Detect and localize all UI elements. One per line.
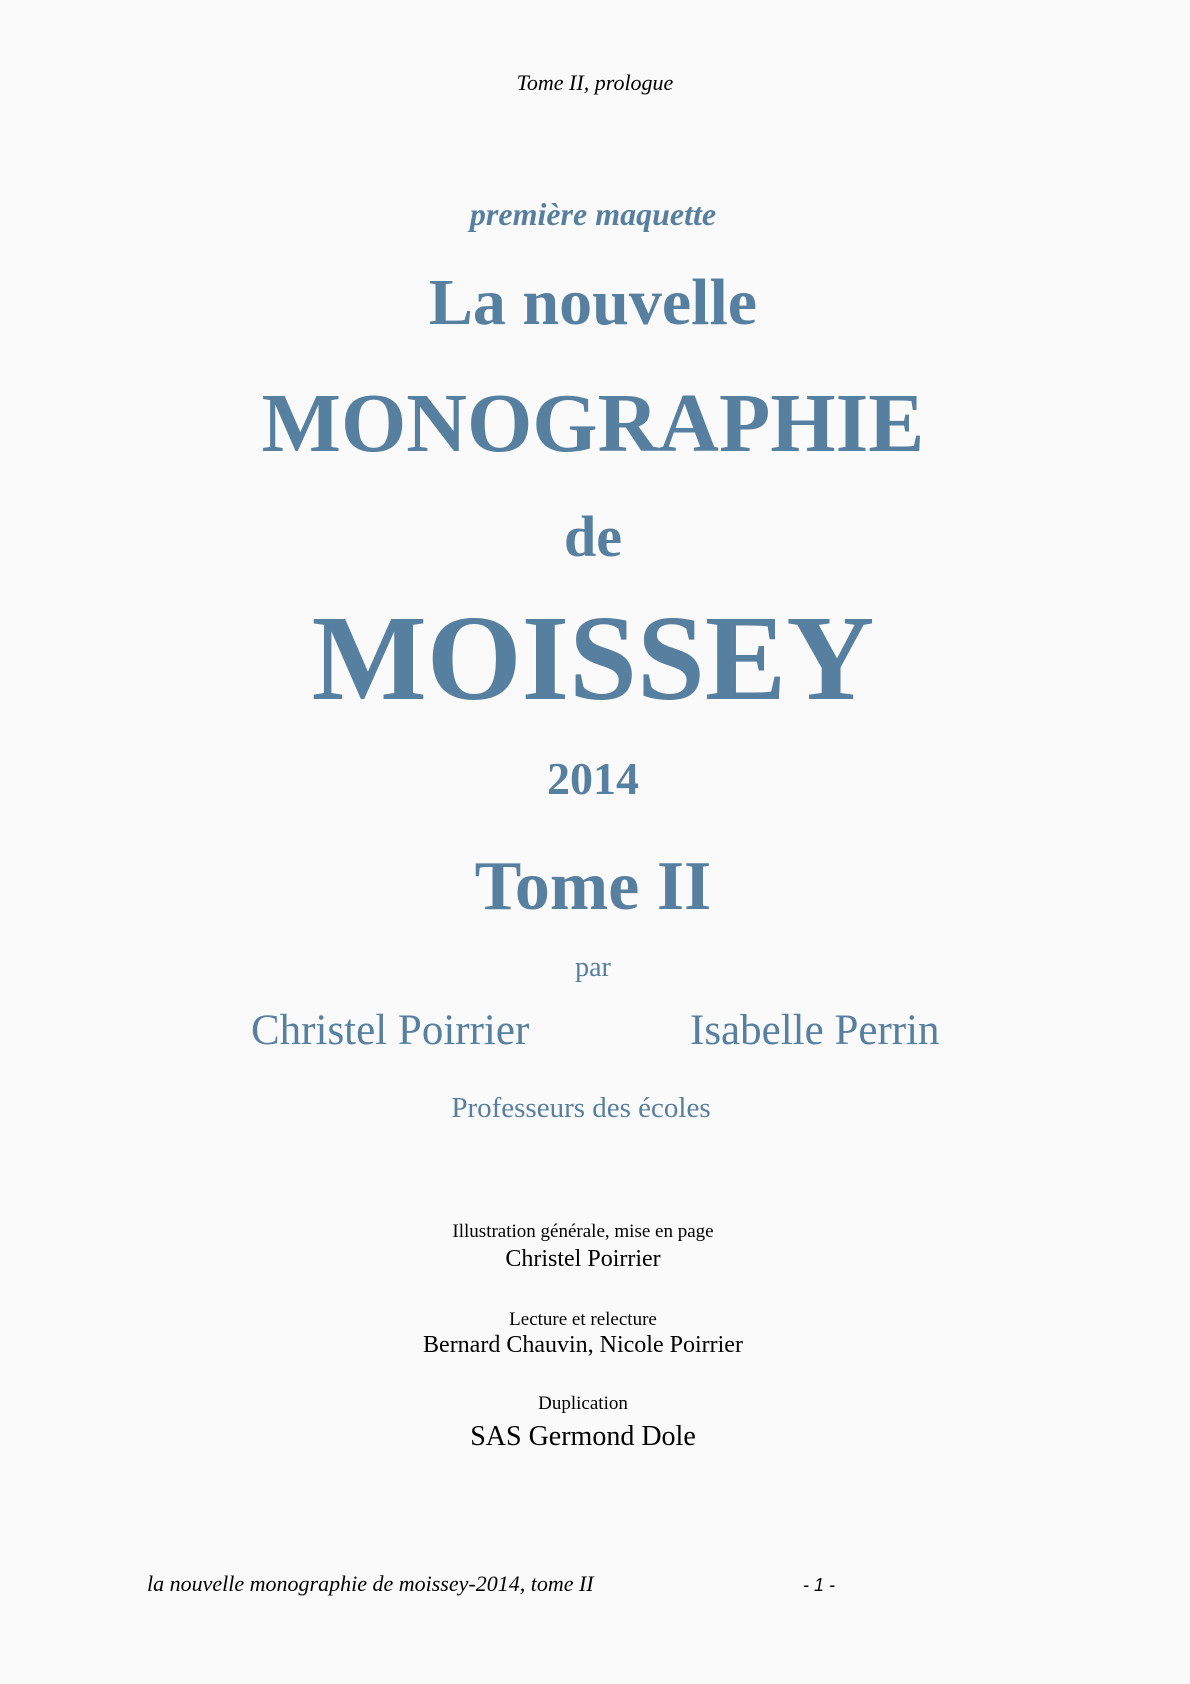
title-line-2: MONOGRAPHIE (261, 377, 925, 470)
running-header: Tome II, prologue (516, 70, 674, 95)
author-name: Christel Poirrier (251, 1007, 530, 1054)
credit-label: Lecture et relecture (509, 1309, 657, 1330)
credit-label: Illustration générale, mise en page (452, 1221, 714, 1242)
subtitle: première maquette (469, 196, 717, 232)
footer-title: la nouvelle monographie de moissey-2014, tome II (147, 1571, 594, 1596)
page-footer (0, 1573, 1190, 1603)
author-name: Isabelle Perrin (690, 1007, 940, 1054)
credit-value: Bernard Chauvin, Nicole Poirrier (423, 1332, 743, 1358)
volume-title: Tome II (474, 848, 712, 925)
title-line-4: MOISSEY (311, 591, 875, 726)
credit-value: Christel Poirrier (505, 1246, 661, 1272)
title-line-1: La nouvelle (428, 266, 758, 339)
title-year: 2014 (547, 753, 639, 804)
by-label: par (575, 952, 611, 983)
title-line-3: de (564, 504, 622, 569)
credit-label: Duplication (538, 1393, 628, 1414)
authors-row (0, 1009, 1190, 1059)
credit-value: SAS Germond Dole (470, 1421, 696, 1452)
authors-profession: Professeurs des écoles (451, 1092, 711, 1124)
page-number: - 1 - (803, 1575, 836, 1595)
